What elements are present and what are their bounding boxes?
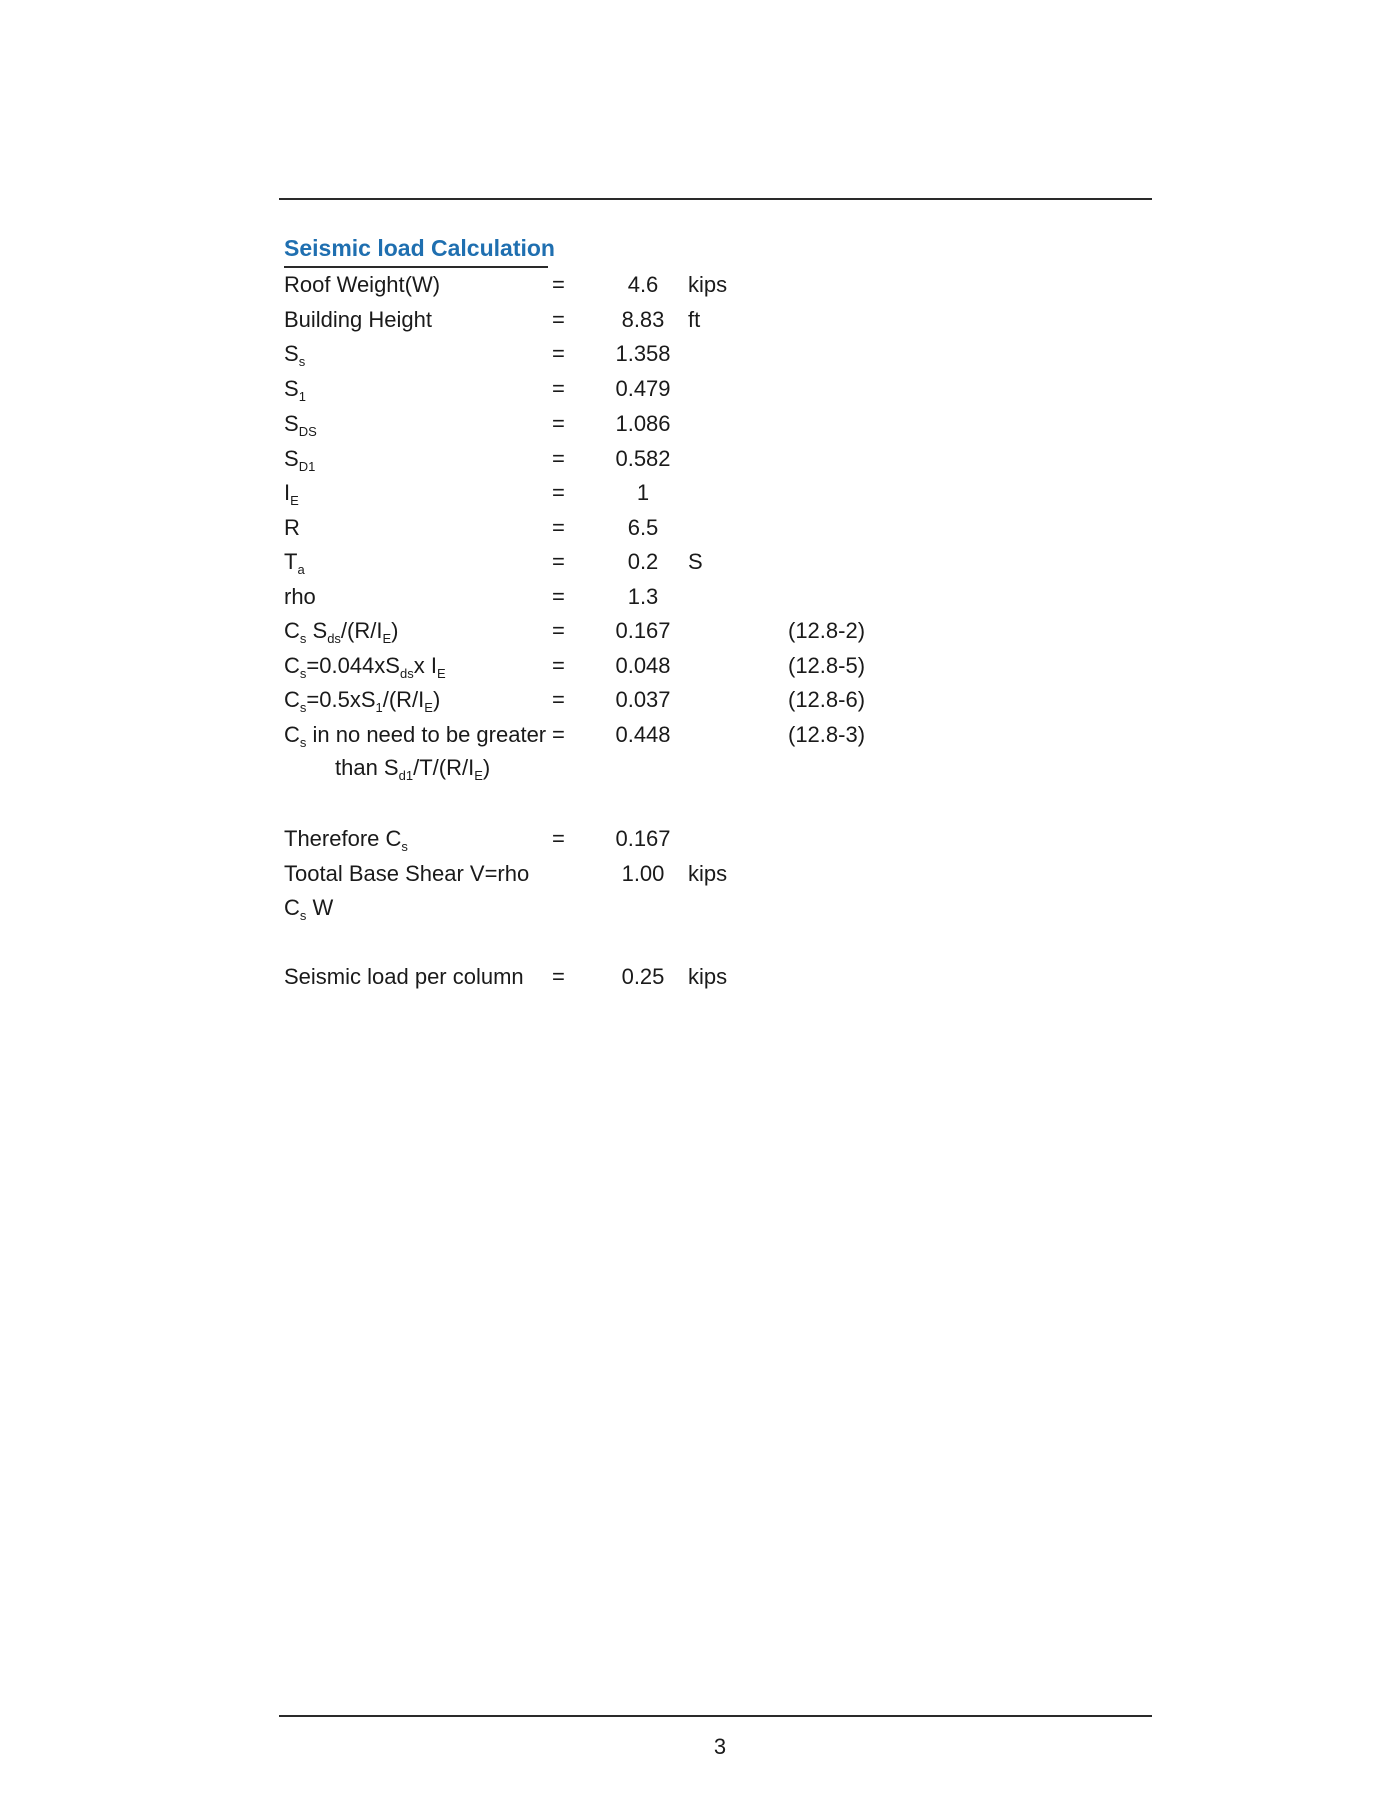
row-value: 6.5 [627, 515, 659, 540]
equals-sign: = [552, 341, 565, 366]
section-heading: Seismic load Calculation [284, 235, 548, 268]
footer-rule [279, 1715, 1152, 1717]
row-building-height [284, 303, 904, 337]
row-label: $S_1$ [284, 376, 306, 404]
row-label-continuation: $C_s$ W [284, 895, 334, 923]
row-rho [284, 580, 904, 614]
row-value: 1.3 [627, 584, 659, 609]
equals-sign: = [552, 376, 565, 401]
row-ss [284, 337, 904, 371]
row-value: 8.83 [621, 307, 665, 332]
equals-sign: = [552, 272, 565, 297]
row-value: 4.6 [627, 272, 659, 297]
row-sd1 [284, 442, 904, 476]
equation-reference: (12.8-3) [788, 722, 866, 747]
row-label: $I_E$ [284, 480, 299, 508]
equals-sign: = [552, 653, 565, 678]
row-cs-formula-2 [284, 649, 904, 683]
row-value: 0.2 [627, 549, 659, 574]
row-label: Therefore $C_s$ [284, 826, 408, 854]
page-number: 3 [713, 1734, 727, 1759]
row-therefore-cs [284, 822, 904, 856]
equals-sign: = [552, 964, 565, 989]
row-label: $S_{D1}$ [284, 446, 316, 474]
equals-sign: = [552, 584, 565, 609]
row-value: 0.167 [615, 826, 671, 851]
equals-sign: = [552, 515, 565, 540]
row-label: Building Height [284, 307, 432, 332]
row-label: $T_a$ [284, 549, 305, 577]
row-value: 1.086 [615, 411, 671, 436]
row-unit: kips [688, 272, 728, 297]
row-total-base-shear [284, 857, 904, 891]
row-value: 0.448 [615, 722, 671, 747]
equals-sign: = [552, 480, 565, 505]
row-ta [284, 545, 904, 579]
row-cs-max [284, 718, 904, 752]
row-cs-formula-1 [284, 614, 904, 648]
row-value: 0.167 [615, 618, 671, 643]
row-s1 [284, 372, 904, 406]
row-value: 1.00 [621, 861, 665, 886]
equals-sign: = [552, 722, 565, 747]
row-label: $C_s$ $S_{ds}/(R/I_E)$ [284, 618, 399, 646]
row-value: 0.479 [615, 376, 671, 401]
row-value: 0.037 [615, 687, 671, 712]
row-label-continuation: than $S_{d1}/T/(R/I_E)$ [335, 755, 491, 783]
row-label: $C_s$ in no need to be greater [284, 722, 547, 750]
row-roof-weight [284, 268, 904, 302]
row-seismic-load-per-column [284, 960, 904, 994]
row-value: 0.048 [615, 653, 671, 678]
row-label: $S_s$ [284, 341, 306, 369]
equation-reference: (12.8-6) [788, 687, 866, 712]
row-value: 1 [636, 480, 650, 505]
row-cs-formula-3 [284, 683, 904, 717]
equals-sign: = [552, 411, 565, 436]
equals-sign: = [552, 826, 565, 851]
row-label: $S_{DS}$ [284, 411, 317, 439]
row-label: Roof Weight(W) [284, 272, 441, 297]
header-rule [279, 198, 1152, 200]
row-label: Tootal Base Shear V=rho [284, 861, 530, 886]
row-value: 1.358 [615, 341, 671, 366]
row-label: $C_s=0.5xS_1/(R/I_E)$ [284, 687, 441, 715]
row-unit: kips [688, 861, 728, 886]
row-unit: kips [688, 964, 728, 989]
row-sds [284, 407, 904, 441]
row-unit: S [688, 549, 703, 574]
row-label: $C_s=0.044xS_{ds}x$ $I_E$ [284, 653, 446, 681]
row-r [284, 511, 904, 545]
equation-reference: (12.8-2) [788, 618, 866, 643]
row-ie [284, 476, 904, 510]
equals-sign: = [552, 446, 565, 471]
row-label: R [284, 515, 300, 540]
row-label: Seismic load per column [284, 964, 524, 989]
row-unit: ft [688, 307, 701, 332]
equation-reference: (12.8-5) [788, 653, 866, 678]
equals-sign: = [552, 618, 565, 643]
equals-sign: = [552, 687, 565, 712]
row-value: 0.25 [621, 964, 665, 989]
row-value: 0.582 [615, 446, 671, 471]
row-label: rho [284, 584, 316, 609]
equals-sign: = [552, 549, 565, 574]
equals-sign: = [552, 307, 565, 332]
